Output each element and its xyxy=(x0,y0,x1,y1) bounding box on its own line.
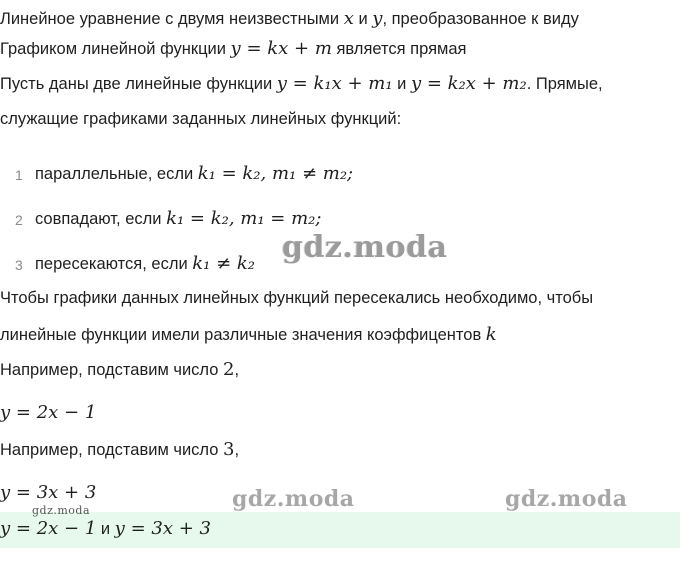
list-item-text: совпадают, если xyxy=(35,210,167,228)
example-line-1 xyxy=(0,359,239,380)
math-x: x xyxy=(343,8,354,29)
example-number: 3 xyxy=(223,439,235,460)
list-item xyxy=(35,253,255,274)
condition-text: линейные функции имели различные значения коэффицентов xyxy=(0,326,486,344)
example-text: Например, подставим число xyxy=(0,441,224,459)
graph-text: Графиком линейной функции xyxy=(0,40,231,58)
list-number: 2 xyxy=(15,212,23,228)
punctuation: , xyxy=(234,361,240,379)
example-number: 2 xyxy=(223,359,235,380)
list-item-math: k₁ ≠ k₂ xyxy=(192,253,256,274)
list-item-math: k₁ = k₂, m₁ ≠ m₂; xyxy=(197,163,354,184)
answer-formula-2: y = 3x + 3 xyxy=(114,518,211,539)
list-number: 1 xyxy=(15,167,23,183)
equation-text: y = 2x − 1 xyxy=(0,402,97,423)
graph-tail: является прямая xyxy=(331,40,467,58)
equation-1 xyxy=(0,402,96,423)
watermark: gdz.moda xyxy=(282,230,448,265)
given-tail: . Прямые, xyxy=(526,75,603,93)
intro-line-2 xyxy=(0,38,466,59)
formula-1: y = k₁x + m₁ xyxy=(276,73,393,94)
answer-line xyxy=(0,518,211,539)
intro-text: Линейное уравнение с двумя неизвестными xyxy=(0,10,344,28)
intro-line-1 xyxy=(0,8,579,29)
intro-line-4 xyxy=(0,110,401,129)
given-text: Пусть даны две линейные функции xyxy=(0,75,277,93)
list-item xyxy=(35,208,321,229)
intro-tail: , преобразованное к виду xyxy=(382,10,579,28)
lines-text: служащие графиками заданных линейных функций: xyxy=(0,110,402,128)
list-item xyxy=(35,163,353,184)
paragraph-line-1 xyxy=(0,289,593,308)
list-item-text: пересекаются, если xyxy=(35,255,193,273)
math-k: k xyxy=(485,324,497,345)
list-item-text: параллельные, если xyxy=(35,165,198,183)
conjunction: и xyxy=(353,10,373,28)
list-item-math: k₁ = k₂, m₁ = m₂; xyxy=(166,208,322,229)
math-y: y xyxy=(372,8,383,29)
formula-2: y = k₂x + m₂ xyxy=(410,73,527,94)
intro-line-3 xyxy=(0,73,603,94)
condition-text: Чтобы графики данных линейных функций пересекались необходимо, чтобы xyxy=(0,289,594,307)
answer-formula-1: y = 2x − 1 xyxy=(0,518,97,539)
conjunction: и xyxy=(392,75,411,93)
equation-2 xyxy=(0,482,96,503)
example-line-2 xyxy=(0,439,239,460)
paragraph-line-2 xyxy=(0,324,497,345)
conjunction: и xyxy=(96,520,115,538)
equation-text: y = 3x + 3 xyxy=(0,482,97,503)
watermark: gdz.moda xyxy=(232,486,355,512)
watermark: gdz.moda xyxy=(32,504,91,517)
example-text: Например, подставим число xyxy=(0,361,224,379)
punctuation: , xyxy=(234,441,240,459)
watermark: gdz.moda xyxy=(505,486,628,512)
list-number: 3 xyxy=(15,257,23,273)
linear-formula: y = kx + m xyxy=(230,38,332,59)
